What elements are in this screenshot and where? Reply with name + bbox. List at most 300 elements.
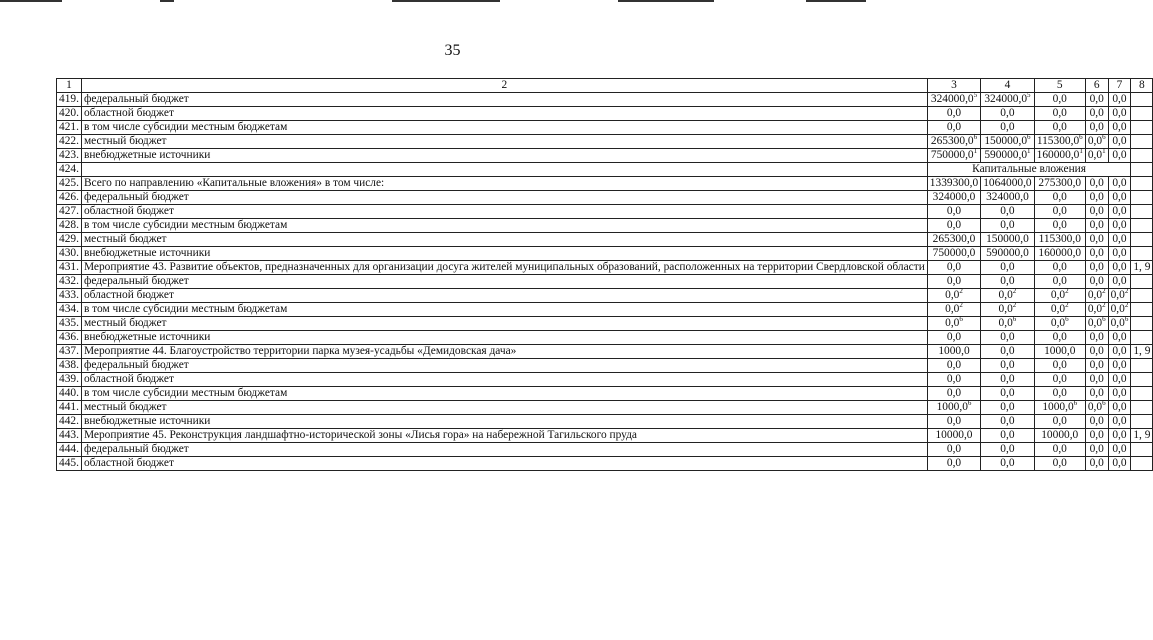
value-cell-c7: [1108, 415, 1131, 429]
value-cell-c4: [981, 443, 1034, 457]
footnote-marker: 2: [1065, 287, 1069, 296]
value-cell-c5: [1034, 261, 1085, 275]
table-row: [57, 443, 1153, 457]
row-label-cell-text: в том числе субсидии местным бюджетам: [83, 387, 288, 399]
value-cell-c3: [927, 177, 980, 191]
row-number-cell-text: 432.: [59, 275, 79, 287]
footnote-marker: 1: [1027, 147, 1031, 156]
note-cell: [1131, 177, 1153, 191]
row-label-cell-text: местный бюджет: [83, 317, 167, 329]
table-row: [57, 149, 1153, 163]
footnote-marker: 2: [1124, 301, 1129, 310]
value-cell-c6-text: 0,0: [1089, 177, 1104, 189]
value-cell-c6: [1085, 331, 1108, 345]
row-number-cell: [57, 233, 82, 247]
row-label-cell: [81, 331, 927, 345]
row-number-cell-text: 433.: [59, 289, 79, 301]
row-number-cell: [57, 331, 82, 345]
top-rule-right: [618, 0, 714, 2]
table-row: [57, 359, 1153, 373]
value-cell-c6: [1085, 429, 1108, 443]
value-cell-c4-text: 150000,0: [984, 135, 1028, 147]
value-cell-c4-text: 0,0: [1000, 205, 1015, 217]
value-cell-c7-text: 0,0: [1110, 289, 1125, 301]
row-number-cell-text: 419.: [59, 93, 79, 105]
row-label-cell-text: федеральный бюджет: [83, 359, 189, 371]
value-cell-c3-text: 0,0: [946, 373, 962, 385]
value-cell-c5-text: 0,0: [1052, 373, 1067, 385]
row-label-cell-text: в том числе субсидии местным бюджетам: [83, 121, 288, 133]
value-cell-c3-text: 0,0: [946, 443, 962, 455]
value-cell-c5: [1034, 373, 1085, 387]
note-cell: [1131, 429, 1153, 443]
footnote-marker: 6: [959, 315, 963, 324]
footnote-marker: 6: [967, 399, 972, 408]
row-number-cell-text: 444.: [59, 443, 79, 455]
footnote-marker: 6: [1012, 315, 1017, 324]
note-cell: [1131, 219, 1153, 233]
value-cell-c3: [927, 429, 980, 443]
value-cell-c3-text: 0,0: [946, 219, 962, 231]
table-row: [57, 373, 1153, 387]
row-label-cell: [81, 261, 927, 275]
row-label-cell-text: Мероприятие 44. Благоустройство территории парка музея-усадьбы «Демидовская дача»: [83, 345, 517, 357]
row-number-cell: [57, 219, 82, 233]
note-cell: [1131, 261, 1153, 275]
table-row: [57, 205, 1153, 219]
value-cell-c7: [1108, 205, 1131, 219]
value-cell-c4-text: 0,0: [1000, 401, 1015, 413]
note-cell: [1131, 345, 1153, 359]
row-number-cell: [57, 205, 82, 219]
note-cell: [1131, 373, 1153, 387]
value-cell-c5: [1034, 359, 1085, 373]
row-label-cell-text: областной бюджет: [83, 289, 174, 301]
value-cell-c6: [1085, 373, 1108, 387]
value-cell-c5-text: 0,0: [1052, 275, 1067, 287]
note-cell: [1131, 191, 1153, 205]
value-cell-c3: [927, 149, 980, 163]
value-cell-c7: [1108, 93, 1131, 107]
value-cell-c5: [1034, 135, 1085, 149]
value-cell-c3-text: 0,0: [946, 275, 962, 287]
value-cell-c3: [927, 387, 980, 401]
value-cell-c3-text: 1339300,0: [929, 177, 979, 189]
value-cell-c5-text: 0,0: [1052, 331, 1067, 343]
value-cell-c5-text: 115300,0: [1038, 233, 1081, 245]
value-cell-c5-text: 115300,0: [1036, 135, 1080, 147]
row-number-cell: [57, 163, 82, 177]
value-cell-c7-text: 0,0: [1112, 359, 1127, 371]
row-number-cell: [57, 107, 82, 121]
row-label-cell-text: областной бюджет: [83, 205, 174, 217]
value-cell-c7-text: 0,0: [1112, 135, 1127, 147]
table-row: [57, 247, 1153, 261]
row-label-cell: [81, 177, 927, 191]
value-cell-c7-text: 0,0: [1112, 247, 1127, 259]
row-label-cell-text: внебюджетные источники: [83, 331, 211, 343]
row-label-cell-text: местный бюджет: [83, 233, 167, 245]
header-row: [57, 79, 1153, 93]
value-cell-c3: [927, 401, 980, 415]
value-cell-c6-text: 0,0: [1089, 373, 1104, 385]
value-cell-c3: [927, 331, 980, 345]
row-number-cell: [57, 415, 82, 429]
value-cell-c6: [1085, 261, 1108, 275]
value-cell-c7-text: 0,0: [1112, 401, 1127, 413]
value-cell-c5: [1034, 415, 1085, 429]
row-number-cell: [57, 457, 82, 471]
value-cell-c6-text: 0,0: [1087, 303, 1103, 315]
value-cell-c4: [981, 289, 1034, 303]
footnote-marker: 6: [1102, 399, 1106, 408]
value-cell-c7-text: 0,0: [1112, 331, 1127, 343]
row-label-cell-text: внебюджетные источники: [83, 149, 211, 161]
value-cell-c4-text: 324000,0: [986, 191, 1029, 203]
row-label-cell-text: федеральный бюджет: [83, 93, 189, 105]
table-row: [57, 177, 1153, 191]
value-cell-c5: [1034, 401, 1085, 415]
value-cell-c4-text: 0,0: [1000, 373, 1015, 385]
value-cell-c5-text: 0,0: [1052, 387, 1067, 399]
note-cell: [1131, 443, 1153, 457]
value-cell-c7: [1108, 121, 1131, 135]
value-cell-c6-text: 0,0: [1089, 233, 1104, 245]
value-cell-c6: [1085, 149, 1108, 163]
note-cell: [1131, 107, 1153, 121]
value-cell-c7: [1108, 177, 1131, 191]
row-label-cell: [81, 415, 927, 429]
value-cell-c3-text: 750000,0: [930, 149, 974, 161]
value-cell-c6: [1085, 93, 1108, 107]
row-number-cell-text: 423.: [59, 149, 79, 161]
row-number-cell: [57, 443, 82, 457]
value-cell-c7-text: 0,0: [1112, 345, 1127, 357]
note-cell: [1131, 359, 1153, 373]
value-cell-c5-text: 0,0: [1052, 443, 1067, 455]
row-number-cell-text: 437.: [59, 345, 79, 357]
note-cell: [1131, 303, 1153, 317]
value-cell-c7: [1108, 429, 1131, 443]
top-rule-far-right: [806, 0, 866, 2]
value-cell-c5: [1034, 107, 1085, 121]
row-label-cell: [81, 457, 927, 471]
value-cell-c4: [981, 261, 1034, 275]
value-cell-c6: [1085, 457, 1108, 471]
value-cell-c4: [981, 177, 1034, 191]
row-label-cell: [81, 401, 927, 415]
value-cell-c3-text: 324000,0: [932, 191, 976, 203]
footnote-marker: 6: [1079, 133, 1083, 142]
value-cell-c6-text: 0,0: [1089, 247, 1104, 259]
row-number-cell: [57, 149, 82, 163]
table-row: [57, 387, 1153, 401]
row-number-cell: [57, 387, 82, 401]
table-row: [57, 317, 1153, 331]
value-cell-c4: [981, 191, 1034, 205]
value-cell-c5-text: 0,0: [1052, 457, 1067, 469]
table-row: [57, 415, 1153, 429]
footnote-marker: 6: [1065, 315, 1069, 324]
value-cell-c7-text: 0,0: [1112, 191, 1127, 203]
value-cell-c6-text: 0,0: [1089, 219, 1104, 231]
value-cell-c4: [981, 205, 1034, 219]
value-cell-c7: [1108, 331, 1131, 345]
value-cell-c7-text: 0,0: [1112, 219, 1127, 231]
value-cell-c7-text: 0,0: [1112, 233, 1127, 245]
row-number-cell: [57, 303, 82, 317]
value-cell-c4: [981, 149, 1034, 163]
value-cell-c5: [1034, 345, 1085, 359]
row-label-cell: [81, 121, 927, 135]
row-label-cell: [81, 135, 927, 149]
value-cell-c6-text: 0,0: [1089, 415, 1104, 427]
value-cell-c5-text: 0,0: [1052, 359, 1067, 371]
row-number-cell: [57, 345, 82, 359]
value-cell-c3-text: 0,0: [945, 317, 960, 329]
value-cell-c6-text: 0,0: [1089, 93, 1104, 105]
row-number-cell-text: 420.: [59, 107, 79, 119]
note-cell: [1131, 275, 1153, 289]
value-cell-c7: [1108, 317, 1131, 331]
value-cell-c5: [1034, 93, 1085, 107]
value-cell-c7-text: 0,0: [1112, 261, 1127, 273]
value-cell-c6-text: 0,0: [1089, 387, 1104, 399]
row-number-cell: [57, 317, 82, 331]
value-cell-c3-text: 0,0: [946, 205, 962, 217]
footnote-marker: 5: [1027, 91, 1031, 100]
section-heading-cell-text: Капитальные вложения: [972, 163, 1087, 175]
value-cell-c7: [1108, 191, 1131, 205]
value-cell-c5: [1034, 177, 1085, 191]
value-cell-c6-text: 0,0: [1089, 443, 1104, 455]
value-cell-c6-text: 0,0: [1087, 289, 1103, 301]
value-cell-c6: [1085, 191, 1108, 205]
row-number-cell-text: 421.: [59, 121, 79, 133]
row-label-cell: [81, 93, 927, 107]
value-cell-c4-text: 0,0: [1000, 359, 1015, 371]
value-cell-c7-text: 0,0: [1112, 457, 1127, 469]
row-label-cell: [81, 303, 927, 317]
value-cell-c5-text: 0,0: [1052, 107, 1067, 119]
table-row: [57, 163, 1153, 177]
header-cell: 7: [1108, 79, 1131, 93]
row-number-cell-text: 430.: [59, 247, 79, 259]
value-cell-c3-text: 750000,0: [932, 247, 976, 259]
value-cell-c5: [1034, 205, 1085, 219]
value-cell-c5-text: 0,0: [1050, 303, 1066, 315]
value-cell-c7: [1108, 443, 1131, 457]
row-number-cell-text: 445.: [59, 457, 79, 469]
value-cell-c4-text: 0,0: [1000, 107, 1015, 119]
table-row: [57, 121, 1153, 135]
row-label-cell: [81, 191, 927, 205]
value-cell-c3: [927, 457, 980, 471]
footnote-marker: 1: [1102, 147, 1106, 156]
value-cell-c3-text: 0,0: [946, 107, 962, 119]
row-label-cell-text: Мероприятие 43. Развитие объектов, предназначенных для организации досуга жителей муниципальных образований, расположенных на территории Свердловской области: [83, 261, 925, 273]
value-cell-c3: [927, 317, 980, 331]
table-row: [57, 135, 1153, 149]
section-heading-cell: [927, 163, 1131, 177]
value-cell-c4: [981, 247, 1034, 261]
row-number-cell: [57, 121, 82, 135]
row-label-cell: [81, 205, 927, 219]
value-cell-c4-text: 0,0: [998, 289, 1013, 301]
value-cell-c4-text: 0,0: [1000, 457, 1015, 469]
note-cell: [1131, 317, 1153, 331]
value-cell-c5-text: 160000,0: [1036, 149, 1080, 161]
value-cell-c7: [1108, 345, 1131, 359]
value-cell-c4: [981, 359, 1034, 373]
note-cell: [1131, 135, 1153, 149]
value-cell-c7-text: 0,0: [1112, 373, 1127, 385]
row-label-cell: [81, 289, 927, 303]
value-cell-c5: [1034, 331, 1085, 345]
value-cell-c3: [927, 205, 980, 219]
row-number-cell-text: 429.: [59, 233, 79, 245]
value-cell-c3: [927, 261, 980, 275]
table-row: [57, 219, 1153, 233]
value-cell-c6: [1085, 233, 1108, 247]
value-cell-c6-text: 0,0: [1089, 429, 1104, 441]
note-cell: [1131, 331, 1153, 345]
value-cell-c6-text: 0,0: [1089, 191, 1104, 203]
table-row: [57, 429, 1153, 443]
value-cell-c4: [981, 373, 1034, 387]
value-cell-c6: [1085, 247, 1108, 261]
value-cell-c5: [1034, 233, 1085, 247]
value-cell-c6-text: 0,0: [1089, 205, 1104, 217]
value-cell-c3-text: 0,0: [946, 331, 962, 343]
value-cell-c4-text: 324000,0: [984, 93, 1028, 105]
row-label-cell: [81, 149, 927, 163]
row-number-cell: [57, 261, 82, 275]
value-cell-c5-text: 275300,0: [1038, 177, 1082, 189]
note-cell-text: 1, 9: [1133, 345, 1151, 357]
value-cell-c6-text: 0,0: [1087, 135, 1103, 147]
row-number-cell-text: 426.: [59, 191, 79, 203]
value-cell-c6-text: 0,0: [1087, 401, 1103, 413]
table-row: [57, 401, 1153, 415]
header-cell: 2: [81, 79, 927, 93]
footnote-marker: 2: [1065, 301, 1069, 310]
row-label-cell-text: местный бюджет: [83, 135, 167, 147]
value-cell-c4-text: 0,0: [1000, 429, 1015, 441]
value-cell-c7: [1108, 261, 1131, 275]
footnote-marker: 2: [959, 287, 963, 296]
value-cell-c5: [1034, 443, 1085, 457]
value-cell-c3: [927, 191, 980, 205]
value-cell-c7-text: 0,0: [1112, 93, 1127, 105]
value-cell-c5-text: 0,0: [1052, 121, 1067, 133]
value-cell-c4-text: 0,0: [1000, 219, 1015, 231]
row-number-cell-text: 441.: [59, 401, 79, 413]
value-cell-c3: [927, 289, 980, 303]
table-row: [57, 275, 1153, 289]
table-row: [57, 345, 1153, 359]
footnote-marker: 6: [1073, 399, 1078, 408]
value-cell-c5-text: 0,0: [1052, 191, 1067, 203]
row-label-cell: [81, 359, 927, 373]
value-cell-c6-text: 0,0: [1089, 121, 1104, 133]
value-cell-c7: [1108, 233, 1131, 247]
value-cell-c4-text: 0,0: [1000, 121, 1015, 133]
value-cell-c4: [981, 219, 1034, 233]
value-cell-c5: [1034, 317, 1085, 331]
footnote-marker: 2: [959, 301, 963, 310]
value-cell-c4: [981, 401, 1034, 415]
value-cell-c5-text: 1000,0: [1044, 345, 1076, 357]
value-cell-c7: [1108, 387, 1131, 401]
row-label-cell-text: федеральный бюджет: [83, 443, 189, 455]
row-number-cell-text: 435.: [59, 317, 79, 329]
table-row: [57, 457, 1153, 471]
value-cell-c4: [981, 387, 1034, 401]
row-label-cell: [81, 387, 927, 401]
note-cell: [1131, 233, 1153, 247]
value-cell-c4: [981, 303, 1034, 317]
footnote-marker: 6: [973, 133, 978, 142]
value-cell-c6-text: 0,0: [1089, 331, 1104, 343]
value-cell-c3: [927, 415, 980, 429]
footnote-marker: 6: [1102, 315, 1106, 324]
value-cell-c7: [1108, 149, 1131, 163]
value-cell-c5: [1034, 303, 1085, 317]
row-number-cell: [57, 135, 82, 149]
value-cell-c4-text: 0,0: [1000, 345, 1015, 357]
row-number-cell-text: 431.: [59, 261, 79, 273]
value-cell-c4-text: 0,0: [1000, 387, 1015, 399]
table-body: [57, 79, 1153, 471]
row-number-cell: [57, 401, 82, 415]
value-cell-c7-text: 0,0: [1112, 415, 1127, 427]
value-cell-c4-text: 0,0: [1000, 415, 1015, 427]
row-number-cell-text: 436.: [59, 331, 79, 343]
row-label-cell-text: в том числе субсидии местным бюджетам: [83, 303, 288, 315]
row-number-cell-text: 424.: [59, 163, 79, 175]
footnote-marker: 2: [1124, 287, 1129, 296]
value-cell-c4-text: 1064000,0: [983, 177, 1032, 189]
value-cell-c6: [1085, 177, 1108, 191]
value-cell-c7-text: 0,0: [1112, 387, 1127, 399]
value-cell-c4: [981, 331, 1034, 345]
value-cell-c6-text: 0,0: [1089, 107, 1104, 119]
row-label-cell-text: в том числе субсидии местным бюджетам: [83, 219, 288, 231]
row-label-cell-text: федеральный бюджет: [83, 275, 189, 287]
note-cell: [1131, 457, 1153, 471]
value-cell-c7: [1108, 135, 1131, 149]
note-cell: [1131, 205, 1153, 219]
value-cell-c6-text: 0,0: [1087, 149, 1103, 161]
value-cell-c3-text: 0,0: [945, 289, 960, 301]
value-cell-c3: [927, 359, 980, 373]
top-rule-left: [0, 0, 62, 2]
row-label-cell-text: областной бюджет: [83, 373, 174, 385]
row-number-cell: [57, 359, 82, 373]
value-cell-c3-text: 0,0: [946, 261, 962, 273]
header-cell: 8: [1131, 79, 1153, 93]
value-cell-c5-text: 1000,0: [1042, 401, 1074, 413]
value-cell-c7-text: 0,0: [1110, 317, 1125, 329]
value-cell-c4: [981, 233, 1034, 247]
row-label-cell-text: областной бюджет: [83, 457, 174, 469]
footnote-marker: 1: [1079, 147, 1083, 156]
footnote-marker: 1: [973, 147, 978, 156]
value-cell-c4-text: 590000,0: [986, 247, 1029, 259]
value-cell-c7: [1108, 457, 1131, 471]
row-label-cell: [81, 219, 927, 233]
